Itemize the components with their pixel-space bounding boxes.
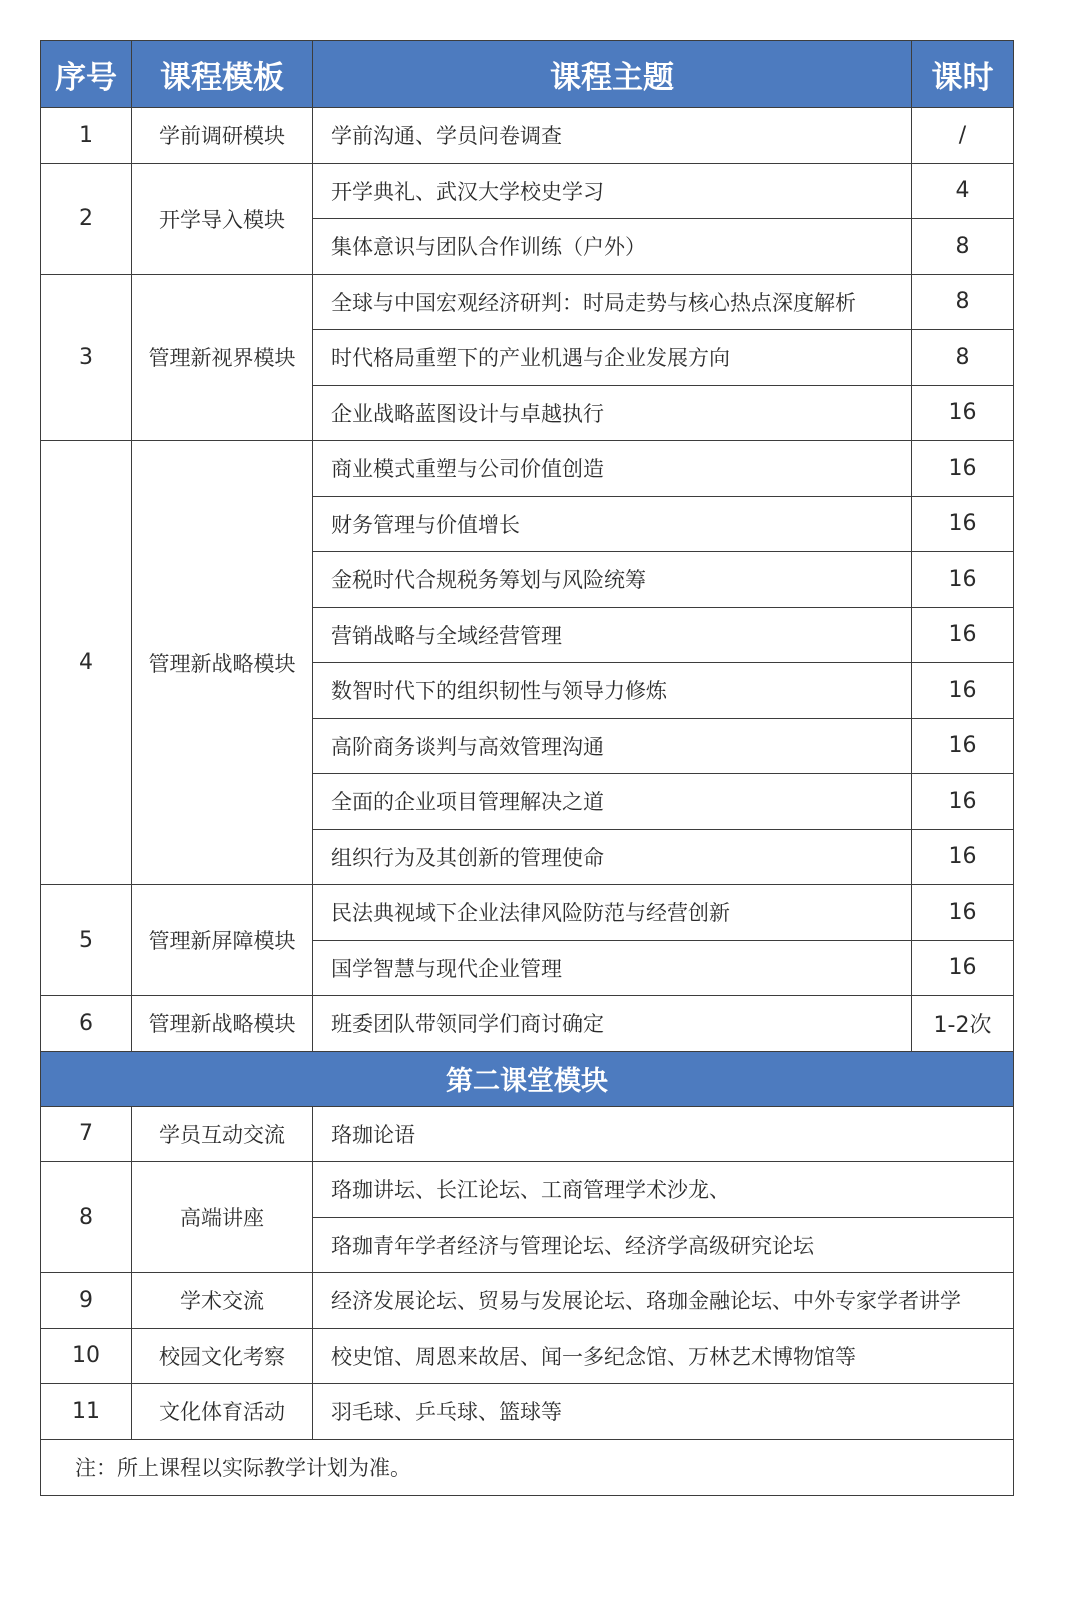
row-hours: 16 — [912, 552, 1014, 608]
row-hours: 16 — [912, 718, 1014, 774]
row-hours: 8 — [912, 330, 1014, 386]
row-hours: 16 — [912, 940, 1014, 996]
row-module: 开学导入模块 — [132, 163, 313, 274]
row-hours: 16 — [912, 441, 1014, 497]
table-row — [41, 1273, 1014, 1329]
row-topic: 金税时代合规税务筹划与风险统筹 — [313, 552, 912, 608]
table-row — [41, 1384, 1014, 1440]
row-hours: 16 — [912, 496, 1014, 552]
row-topic: 组织行为及其创新的管理使命 — [313, 829, 912, 885]
row-hours: 16 — [912, 607, 1014, 663]
row-hours: 16 — [912, 385, 1014, 441]
row-topic: 校史馆、周恩来故居、闻一多纪念馆、万林艺术博物馆等 — [313, 1328, 1014, 1384]
row-seq: 5 — [41, 885, 132, 996]
table-row — [41, 1162, 1014, 1218]
row-topic: 羽毛球、乒乓球、篮球等 — [313, 1384, 1014, 1440]
course-table-wrapper — [40, 40, 1013, 1496]
row-topic: 学前沟通、学员问卷调查 — [313, 108, 912, 164]
row-topic: 时代格局重塑下的产业机遇与企业发展方向 — [313, 330, 912, 386]
row-seq: 7 — [41, 1106, 132, 1162]
row-topic: 国学智慧与现代企业管理 — [313, 940, 912, 996]
row-topic: 珞珈论语 — [313, 1106, 1014, 1162]
row-topic: 开学典礼、武汉大学校史学习 — [313, 163, 912, 219]
row-module: 管理新视界模块 — [132, 274, 313, 441]
row-module: 学前调研模块 — [132, 108, 313, 164]
row-hours: 16 — [912, 663, 1014, 719]
table-row — [41, 1106, 1014, 1162]
row-module: 校园文化考察 — [132, 1328, 313, 1384]
row-seq: 9 — [41, 1273, 132, 1329]
row-topic: 高阶商务谈判与高效管理沟通 — [313, 718, 912, 774]
row-topic: 营销战略与全域经营管理 — [313, 607, 912, 663]
row-module: 管理新战略模块 — [132, 996, 313, 1052]
section-title: 第二课堂模块 — [41, 1051, 1014, 1106]
row-module: 管理新战略模块 — [132, 441, 313, 885]
row-hours: / — [912, 108, 1014, 164]
header-topic: 课程主题 — [313, 41, 912, 108]
table-row — [41, 441, 1014, 497]
row-hours: 8 — [912, 274, 1014, 330]
row-topic: 全面的企业项目管理解决之道 — [313, 774, 912, 830]
table-row — [41, 885, 1014, 941]
row-hours: 8 — [912, 219, 1014, 275]
row-module: 学员互动交流 — [132, 1106, 313, 1162]
row-topic: 民法典视域下企业法律风险防范与经营创新 — [313, 885, 912, 941]
table-row — [41, 996, 1014, 1052]
row-hours: 16 — [912, 829, 1014, 885]
row-seq: 2 — [41, 163, 132, 274]
row-seq: 3 — [41, 274, 132, 441]
row-seq: 4 — [41, 441, 132, 885]
table-body — [41, 108, 1014, 1496]
table-row — [41, 108, 1014, 164]
section-row — [41, 1051, 1014, 1106]
table-row — [41, 1328, 1014, 1384]
row-topic: 商业模式重塑与公司价值创造 — [313, 441, 912, 497]
row-topic: 数智时代下的组织韧性与领导力修炼 — [313, 663, 912, 719]
header-module: 课程模板 — [132, 41, 313, 108]
row-topic: 珞珈青年学者经济与管理论坛、经济学高级研究论坛 — [313, 1217, 1014, 1273]
note-text: 注：所上课程以实际教学计划为准。 — [41, 1439, 1014, 1495]
row-hours: 16 — [912, 885, 1014, 941]
table-header-row — [41, 41, 1014, 108]
row-topic: 经济发展论坛、贸易与发展论坛、珞珈金融论坛、中外专家学者讲学 — [313, 1273, 1014, 1329]
row-seq: 10 — [41, 1328, 132, 1384]
table-row — [41, 163, 1014, 219]
note-row — [41, 1439, 1014, 1495]
row-seq: 1 — [41, 108, 132, 164]
header-hours: 课时 — [912, 41, 1014, 108]
row-hours: 1-2次 — [912, 996, 1014, 1052]
course-table — [40, 40, 1014, 1496]
row-topic: 全球与中国宏观经济研判：时局走势与核心热点深度解析 — [313, 274, 912, 330]
row-topic: 班委团队带领同学们商讨确定 — [313, 996, 912, 1052]
row-hours: 4 — [912, 163, 1014, 219]
table-row — [41, 274, 1014, 330]
row-seq: 6 — [41, 996, 132, 1052]
row-module: 学术交流 — [132, 1273, 313, 1329]
row-seq: 11 — [41, 1384, 132, 1440]
row-topic: 珞珈讲坛、长江论坛、工商管理学术沙龙、 — [313, 1162, 1014, 1218]
row-topic: 企业战略蓝图设计与卓越执行 — [313, 385, 912, 441]
row-topic: 财务管理与价值增长 — [313, 496, 912, 552]
row-seq: 8 — [41, 1162, 132, 1273]
row-topic: 集体意识与团队合作训练（户外） — [313, 219, 912, 275]
row-module: 管理新屏障模块 — [132, 885, 313, 996]
header-seq: 序号 — [41, 41, 132, 108]
row-module: 文化体育活动 — [132, 1384, 313, 1440]
row-module: 高端讲座 — [132, 1162, 313, 1273]
row-hours: 16 — [912, 774, 1014, 830]
